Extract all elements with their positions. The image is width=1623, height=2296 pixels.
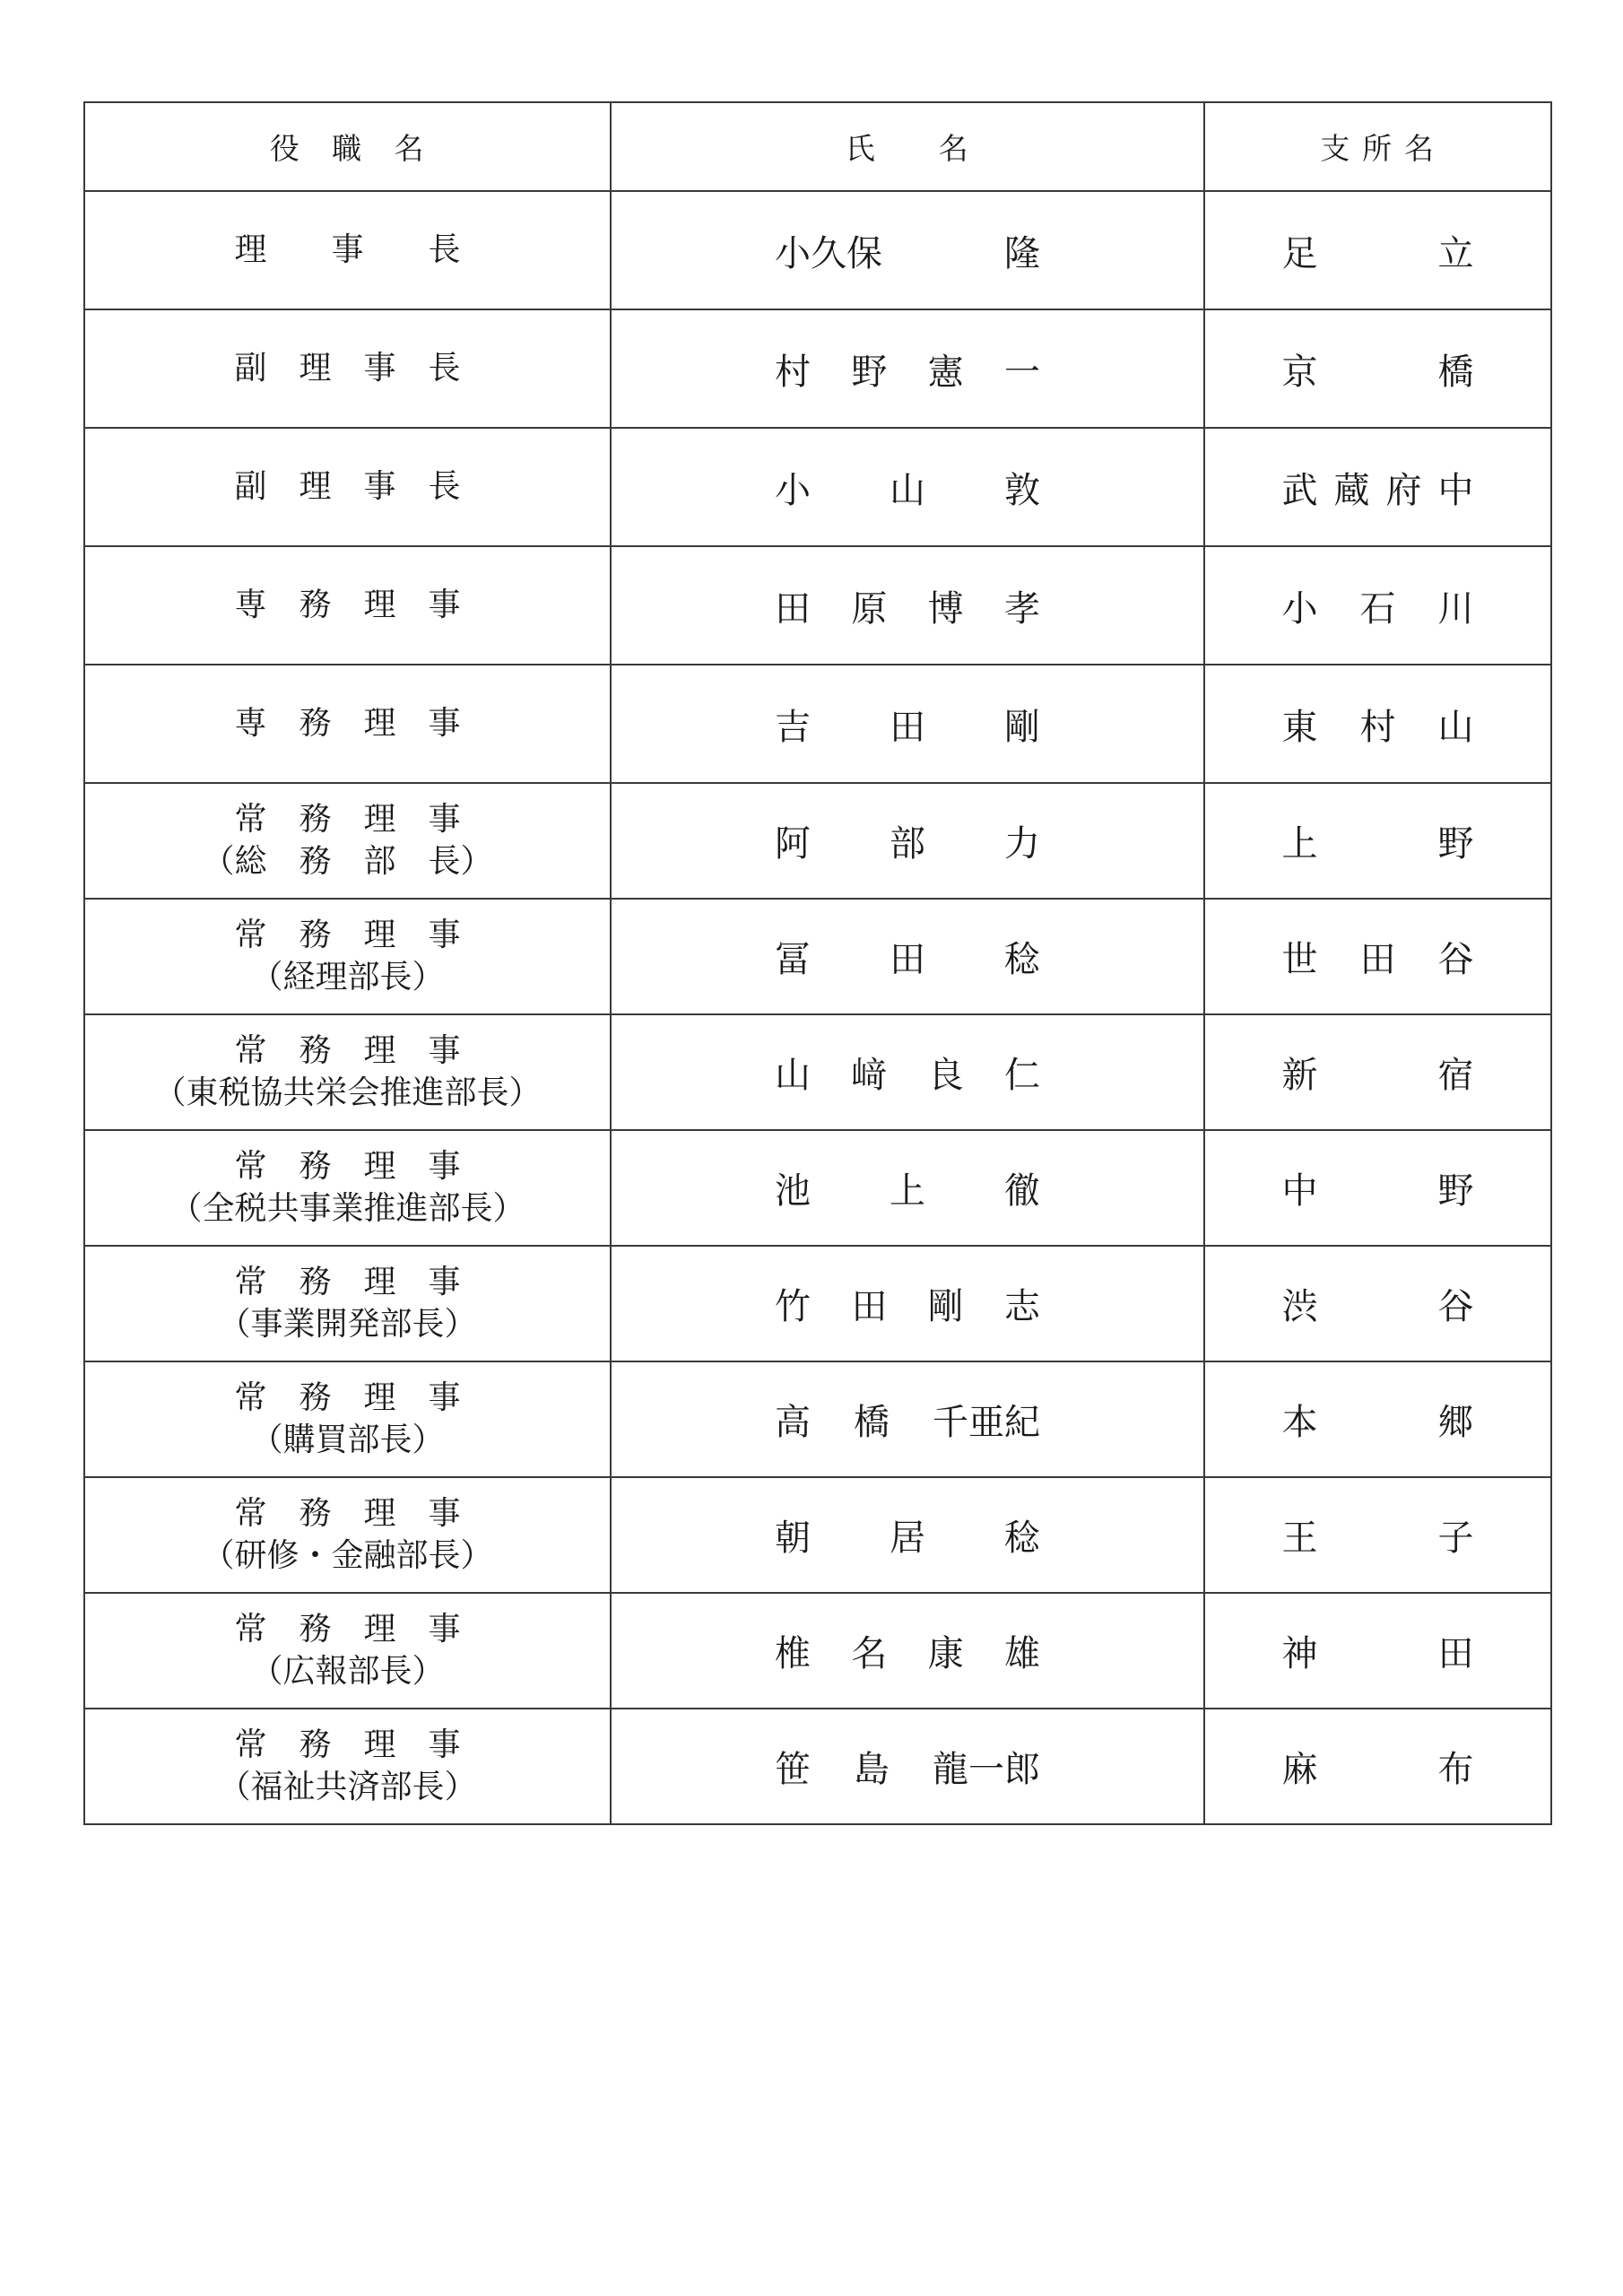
- officer-name: [775, 931, 1040, 982]
- position-cell: [84, 191, 611, 309]
- name-part: 敦: [1004, 469, 1040, 511]
- branch-name: [1282, 1278, 1474, 1329]
- header-title-col: 役 職 名: [84, 102, 611, 191]
- name-part: 仁: [1003, 1055, 1040, 1096]
- name-part: 島: [854, 1749, 890, 1790]
- table-row: [84, 1477, 1551, 1593]
- name-part: 憲: [927, 351, 964, 393]
- position-cell: [84, 1130, 611, 1246]
- table-row: [84, 1130, 1551, 1246]
- name-part: 冨: [775, 939, 811, 980]
- branch-cell: [1204, 309, 1551, 428]
- table-row: [84, 899, 1551, 1014]
- branch-cell: [1204, 1477, 1551, 1593]
- position-title: 常 務 理 事: [234, 1032, 461, 1070]
- branch-part: 足: [1281, 232, 1318, 274]
- name-part: 一: [1003, 351, 1040, 393]
- name-part: 田: [890, 939, 925, 980]
- officers-table: [83, 101, 1552, 1825]
- name-part: 﨑: [851, 1055, 888, 1096]
- branch-name: [1282, 1509, 1474, 1561]
- position-cell: [84, 309, 611, 428]
- branch-cell: [1204, 1130, 1551, 1246]
- branch-name: [1282, 1625, 1474, 1676]
- name-part: 孝: [1003, 587, 1040, 630]
- name-part: 田: [775, 587, 811, 630]
- table-row: [84, 546, 1551, 665]
- name-cell: [611, 1593, 1204, 1709]
- position-cell: [84, 428, 611, 546]
- officer-name: [775, 580, 1040, 631]
- name-part: 田: [851, 1286, 888, 1327]
- branch-cell: [1204, 428, 1551, 546]
- branch-cell: [1204, 191, 1551, 309]
- officer-name: [775, 1741, 1040, 1792]
- name-cell: [611, 783, 1204, 899]
- position-title: 常 務 理 事: [234, 1148, 461, 1186]
- branch-part: 小: [1281, 587, 1318, 630]
- name-cell: [611, 665, 1204, 783]
- name-part: 部: [890, 823, 925, 865]
- name-part: 雄: [1003, 1633, 1040, 1674]
- name-part: 稔: [1004, 939, 1040, 980]
- name-cell: [611, 191, 1204, 309]
- department-label: （事業開発部長）: [218, 1305, 477, 1343]
- branch-part: 立: [1437, 232, 1474, 274]
- name-part: 龍一郎: [933, 1749, 1040, 1790]
- table-row: [84, 309, 1551, 428]
- branch-name: [1282, 1047, 1474, 1098]
- table-row: [84, 428, 1551, 546]
- branch-cell: [1204, 546, 1551, 665]
- branch-part: 王: [1281, 1518, 1318, 1559]
- position-title: 常 務 理 事: [234, 1495, 461, 1533]
- name-part: 村: [775, 351, 811, 393]
- branch-part: 郷: [1437, 1402, 1474, 1443]
- branch-part: 橋: [1437, 351, 1474, 393]
- branch-name: [1282, 815, 1474, 866]
- branch-part: 子: [1437, 1518, 1474, 1559]
- position-title: 理 事 長: [234, 230, 461, 268]
- name-part: 橋: [854, 1402, 890, 1443]
- name-cell: [611, 1130, 1204, 1246]
- name-part: 博: [927, 587, 964, 630]
- department-label: （広報部長）: [250, 1652, 445, 1690]
- branch-part: 川: [1437, 587, 1474, 630]
- officer-name: [775, 1162, 1040, 1213]
- department-label: （研修・金融部長）: [202, 1536, 493, 1574]
- branch-name: [1282, 1741, 1474, 1792]
- position-title: 専 務 理 事: [234, 586, 461, 623]
- branch-part: 蔵: [1333, 469, 1370, 511]
- officer-name: [775, 699, 1040, 750]
- department-label: （総 務 部 長）: [202, 842, 493, 880]
- branch-part: 谷: [1437, 1286, 1474, 1327]
- branch-name: [1282, 1162, 1474, 1213]
- officer-name: [775, 1625, 1040, 1676]
- name-part: 田: [890, 706, 925, 748]
- table-row: [84, 1709, 1551, 1824]
- name-part: 稔: [1004, 1518, 1040, 1559]
- position-cell: [84, 1014, 611, 1130]
- branch-name: [1282, 580, 1474, 631]
- name-cell: [611, 1246, 1204, 1361]
- branch-part: 中: [1437, 469, 1474, 511]
- name-part: 竹: [775, 1286, 811, 1327]
- table-row: [84, 783, 1551, 899]
- branch-part: 本: [1281, 1402, 1318, 1443]
- name-part: 力: [1004, 823, 1040, 865]
- name-part: 山: [775, 1055, 811, 1096]
- branch-cell: [1204, 1361, 1551, 1477]
- table-header-row: [84, 102, 1551, 191]
- officer-name: [775, 344, 1040, 395]
- branch-cell: [1204, 899, 1551, 1014]
- department-label: （経理部長）: [250, 958, 445, 996]
- branch-part: 野: [1437, 823, 1474, 865]
- branch-part: 武: [1281, 469, 1318, 511]
- officer-name: [775, 462, 1040, 513]
- branch-part: 神: [1281, 1633, 1318, 1674]
- table-row: [84, 1593, 1551, 1709]
- name-part: 原: [851, 587, 888, 630]
- officer-name: [775, 1394, 1040, 1445]
- table-row: [84, 1361, 1551, 1477]
- name-part: 剛: [927, 1286, 964, 1327]
- branch-name: [1282, 344, 1474, 395]
- department-label: （全税共事業推進部長）: [169, 1189, 525, 1227]
- name-part: 隆: [1004, 232, 1040, 274]
- table-row: [84, 665, 1551, 783]
- position-cell: [84, 1477, 611, 1593]
- name-cell: [611, 1014, 1204, 1130]
- name-cell: [611, 899, 1204, 1014]
- header-name-col: 氏 名: [611, 102, 1204, 191]
- position-cell: [84, 1361, 611, 1477]
- position-cell: [84, 783, 611, 899]
- name-part: 居: [890, 1518, 925, 1559]
- officer-name: [775, 815, 1040, 866]
- name-part: 笹: [775, 1749, 811, 1790]
- name-part: 良: [927, 1055, 964, 1096]
- branch-part: 山: [1437, 706, 1474, 748]
- name-part: 剛: [1004, 706, 1040, 748]
- position-cell: [84, 665, 611, 783]
- branch-cell: [1204, 783, 1551, 899]
- position-title: 常 務 理 事: [234, 1264, 461, 1301]
- branch-part: 上: [1281, 823, 1318, 865]
- name-part: 池: [775, 1170, 811, 1212]
- branch-name: [1282, 462, 1474, 513]
- department-label: （東税協共栄会推進部長）: [153, 1074, 542, 1111]
- branch-part: 布: [1437, 1749, 1474, 1790]
- position-title: 常 務 理 事: [234, 1611, 461, 1648]
- branch-part: 新: [1281, 1055, 1318, 1096]
- name-part: 小: [775, 469, 811, 511]
- branch-part: 府: [1385, 469, 1422, 511]
- position-title: 常 務 理 事: [234, 1379, 461, 1417]
- name-part: 名: [851, 1633, 888, 1674]
- branch-cell: [1204, 1593, 1551, 1709]
- branch-part: 宿: [1437, 1055, 1474, 1096]
- branch-part: 京: [1281, 351, 1318, 393]
- table-row: [84, 191, 1551, 309]
- name-part: 阿: [775, 823, 811, 865]
- branch-cell: [1204, 1709, 1551, 1824]
- branch-cell: [1204, 1246, 1551, 1361]
- officer-name: [775, 1509, 1040, 1561]
- officer-name: [775, 1047, 1040, 1098]
- officer-name: [775, 1278, 1040, 1329]
- branch-name: [1282, 225, 1474, 276]
- name-cell: [611, 1477, 1204, 1593]
- name-cell: [611, 546, 1204, 665]
- name-part: 上: [890, 1170, 925, 1212]
- branch-cell: [1204, 665, 1551, 783]
- branch-part: 石: [1359, 587, 1396, 630]
- name-cell: [611, 309, 1204, 428]
- branch-part: 田: [1359, 939, 1396, 980]
- position-title: 副 理 事 長: [234, 467, 461, 505]
- branch-name: [1282, 931, 1474, 982]
- position-title: 常 務 理 事: [234, 917, 461, 954]
- department-label: （福祉共済部長）: [218, 1768, 477, 1805]
- name-part: 椎: [775, 1633, 811, 1674]
- branch-part: 谷: [1437, 939, 1474, 980]
- position-cell: [84, 1246, 611, 1361]
- table-row: [84, 1246, 1551, 1361]
- branch-part: 渋: [1281, 1286, 1318, 1327]
- name-part: 野: [851, 351, 888, 393]
- name-cell: [611, 428, 1204, 546]
- name-part: 千亜紀: [933, 1402, 1040, 1443]
- header-branch-col: 支 所 名: [1204, 102, 1551, 191]
- position-title: 専 務 理 事: [234, 704, 461, 742]
- position-title: 常 務 理 事: [234, 1726, 461, 1764]
- branch-part: 野: [1437, 1170, 1474, 1212]
- name-part: 山: [890, 469, 925, 511]
- position-cell: [84, 899, 611, 1014]
- name-part: 高: [775, 1402, 811, 1443]
- position-cell: [84, 546, 611, 665]
- department-label: （購買部長）: [250, 1421, 445, 1458]
- name-part: 康: [927, 1633, 964, 1674]
- branch-part: 村: [1359, 706, 1396, 748]
- position-title: 常 務 理 事: [234, 801, 461, 839]
- branch-part: 田: [1437, 1633, 1474, 1674]
- branch-cell: [1204, 1014, 1551, 1130]
- position-cell: [84, 1593, 611, 1709]
- branch-part: 中: [1281, 1170, 1318, 1212]
- name-part: 徹: [1004, 1170, 1040, 1212]
- branch-part: 麻: [1281, 1749, 1318, 1790]
- position-cell: [84, 1709, 611, 1824]
- branch-part: 世: [1281, 939, 1318, 980]
- name-cell: [611, 1361, 1204, 1477]
- table-row: [84, 1014, 1551, 1130]
- branch-part: 東: [1281, 706, 1318, 748]
- branch-name: [1282, 1394, 1474, 1445]
- name-part: 小久保: [775, 232, 882, 274]
- name-part: 志: [1003, 1286, 1040, 1327]
- name-cell: [611, 1709, 1204, 1824]
- position-title: 副 理 事 長: [234, 349, 461, 387]
- name-part: 朝: [775, 1518, 811, 1559]
- branch-name: [1282, 699, 1474, 750]
- name-part: 吉: [775, 706, 811, 748]
- officer-name: [775, 225, 1040, 276]
